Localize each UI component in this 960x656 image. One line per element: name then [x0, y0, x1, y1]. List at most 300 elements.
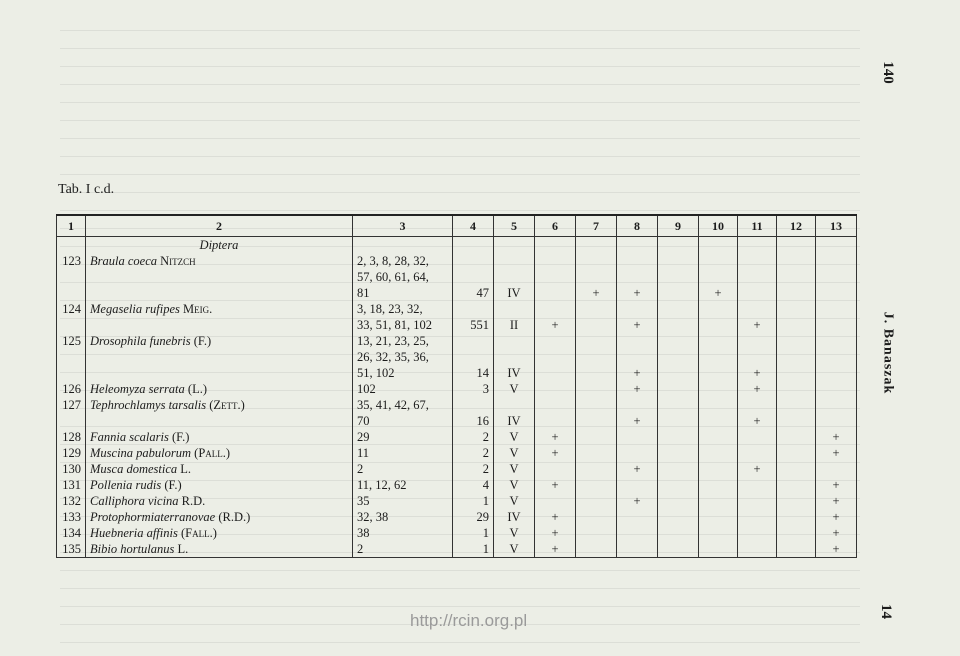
mark-c9 — [658, 349, 699, 365]
sites-cell: 57, 60, 61, 64, — [353, 269, 453, 285]
species-name: Braula coeca — [90, 254, 157, 268]
mark-c6 — [535, 349, 576, 365]
class-cell: V — [494, 429, 535, 445]
class-cell: V — [494, 541, 535, 558]
mark-c8 — [617, 333, 658, 349]
species-author: (L.) — [187, 382, 207, 396]
table-row — [57, 333, 857, 349]
mark-c10 — [699, 413, 738, 429]
species-name: Calliphora vicina — [90, 494, 179, 508]
count-cell: 2 — [453, 461, 494, 477]
sites-cell: 33, 51, 81, 102 — [353, 317, 453, 333]
mark-c6 — [535, 493, 576, 509]
mark-c6: + — [535, 525, 576, 541]
mark-c13 — [816, 413, 857, 429]
mark-c7 — [576, 413, 617, 429]
row-number: 132 — [57, 493, 86, 509]
mark-c9 — [658, 285, 699, 301]
count-cell — [453, 349, 494, 365]
mark-c6 — [535, 285, 576, 301]
mark-c12 — [777, 397, 816, 413]
mark-c13: + — [816, 429, 857, 445]
mark-c6: + — [535, 477, 576, 493]
mark-c7 — [576, 461, 617, 477]
mark-c9 — [658, 429, 699, 445]
mark-c12 — [777, 493, 816, 509]
row-number: 133 — [57, 509, 86, 525]
species-name: Protophormiaterranovae — [90, 510, 216, 524]
species-cell — [86, 541, 353, 558]
species-name: Huebneria affinis — [90, 526, 178, 540]
mark-c7 — [576, 493, 617, 509]
mark-c7 — [576, 477, 617, 493]
row-number: 125 — [57, 333, 86, 349]
column-header: 10 — [699, 215, 738, 237]
row-number — [57, 365, 86, 381]
count-cell — [453, 253, 494, 269]
mark-c7 — [576, 269, 617, 285]
mark-c8 — [617, 477, 658, 493]
class-cell: V — [494, 461, 535, 477]
species-name: Musca domestica — [90, 462, 178, 476]
mark-c8: + — [617, 381, 658, 397]
column-header: 6 — [535, 215, 576, 237]
sites-cell: 32, 38 — [353, 509, 453, 525]
class-cell — [494, 301, 535, 317]
species-author: Nitzch — [160, 254, 196, 268]
mark-c10 — [699, 301, 738, 317]
table-caption: Tab. I c.d. — [58, 182, 115, 197]
mark-c8: + — [617, 413, 658, 429]
mark-c6 — [535, 253, 576, 269]
count-cell — [453, 397, 494, 413]
class-cell — [494, 333, 535, 349]
mark-c10 — [699, 397, 738, 413]
mark-c13 — [816, 269, 857, 285]
row-number: 128 — [57, 429, 86, 445]
mark-c7: + — [576, 285, 617, 301]
species-name: Bibio hortulanus — [90, 542, 175, 556]
sites-cell: 102 — [353, 381, 453, 397]
class-cell — [494, 269, 535, 285]
table-row — [57, 317, 857, 333]
table-row — [57, 381, 857, 397]
mark-c9 — [658, 365, 699, 381]
species-cell — [86, 429, 353, 445]
mark-c8: + — [617, 317, 658, 333]
header-row — [57, 215, 857, 237]
mark-c13 — [816, 397, 857, 413]
column-header: 8 — [617, 215, 658, 237]
mark-c9 — [658, 525, 699, 541]
mark-c13 — [816, 381, 857, 397]
mark-c7 — [576, 429, 617, 445]
mark-c13: + — [816, 541, 857, 558]
mark-c13 — [816, 253, 857, 269]
sites-cell: 2 — [353, 541, 453, 558]
page-number: 140 — [879, 61, 896, 84]
mark-c10 — [699, 381, 738, 397]
mark-c7 — [576, 333, 617, 349]
column-header: 12 — [777, 215, 816, 237]
count-cell: 4 — [453, 477, 494, 493]
table-row — [57, 509, 857, 525]
species-author: L. — [180, 462, 192, 476]
mark-c10 — [699, 429, 738, 445]
table-row — [57, 397, 857, 413]
mark-c8 — [617, 429, 658, 445]
mark-c11: + — [738, 317, 777, 333]
mark-c9 — [658, 253, 699, 269]
table-row — [57, 493, 857, 509]
mark-c9 — [658, 445, 699, 461]
sites-cell: 3, 18, 23, 32, — [353, 301, 453, 317]
count-cell: 1 — [453, 541, 494, 558]
section-row — [57, 237, 857, 254]
mark-c8 — [617, 509, 658, 525]
mark-c11 — [738, 333, 777, 349]
mark-c11: + — [738, 365, 777, 381]
mark-c6 — [535, 461, 576, 477]
species-author: (Zett.) — [209, 398, 245, 412]
row-number: 123 — [57, 253, 86, 269]
table-row — [57, 269, 857, 285]
column-header: 5 — [494, 215, 535, 237]
row-number: 130 — [57, 461, 86, 477]
mark-c8: + — [617, 285, 658, 301]
mark-c7 — [576, 541, 617, 558]
class-cell: V — [494, 381, 535, 397]
mark-c6: + — [535, 541, 576, 558]
page-number-bottom: 14 — [878, 604, 894, 619]
sites-cell: 35, 41, 42, 67, — [353, 397, 453, 413]
mark-c11 — [738, 445, 777, 461]
table-row — [57, 525, 857, 541]
mark-c11 — [738, 285, 777, 301]
mark-c13 — [816, 349, 857, 365]
mark-c8 — [617, 525, 658, 541]
species-cell — [86, 365, 353, 381]
species-cell — [86, 269, 353, 285]
mark-c6 — [535, 413, 576, 429]
sites-cell: 29 — [353, 429, 453, 445]
mark-c8 — [617, 253, 658, 269]
mark-c12 — [777, 269, 816, 285]
row-number: 124 — [57, 301, 86, 317]
mark-c10 — [699, 509, 738, 525]
class-cell: V — [494, 525, 535, 541]
mark-c7 — [576, 397, 617, 413]
mark-c10 — [699, 477, 738, 493]
species-cell — [86, 253, 353, 269]
mark-c9 — [658, 397, 699, 413]
species-author: Meig. — [183, 302, 213, 316]
species-cell — [86, 397, 353, 413]
mark-c11 — [738, 253, 777, 269]
column-header: 13 — [816, 215, 857, 237]
mark-c6: + — [535, 429, 576, 445]
mark-c12 — [777, 333, 816, 349]
row-number — [57, 317, 86, 333]
mark-c13: + — [816, 477, 857, 493]
mark-c6 — [535, 301, 576, 317]
mark-c12 — [777, 317, 816, 333]
mark-c11 — [738, 397, 777, 413]
sites-cell: 26, 32, 35, 36, — [353, 349, 453, 365]
row-number: 127 — [57, 397, 86, 413]
mark-c11 — [738, 269, 777, 285]
count-cell: 14 — [453, 365, 494, 381]
sites-cell: 11, 12, 62 — [353, 477, 453, 493]
table-row — [57, 445, 857, 461]
row-number — [57, 349, 86, 365]
count-cell: 47 — [453, 285, 494, 301]
mark-c9 — [658, 381, 699, 397]
table-body — [57, 237, 857, 558]
column-header: 3 — [353, 215, 453, 237]
column-header: 2 — [86, 215, 353, 237]
mark-c12 — [777, 541, 816, 558]
mark-c8 — [617, 301, 658, 317]
table-row — [57, 541, 857, 558]
species-cell — [86, 509, 353, 525]
class-cell — [494, 397, 535, 413]
mark-c10 — [699, 445, 738, 461]
mark-c8: + — [617, 365, 658, 381]
mark-c10 — [699, 349, 738, 365]
species-author: (Fall.) — [180, 526, 217, 540]
mark-c11: + — [738, 413, 777, 429]
mark-c9 — [658, 461, 699, 477]
count-cell: 551 — [453, 317, 494, 333]
mark-c13: + — [816, 493, 857, 509]
class-cell: V — [494, 445, 535, 461]
species-author: R.D. — [181, 494, 206, 508]
mark-c13: + — [816, 509, 857, 525]
mark-c11: + — [738, 461, 777, 477]
species-name: Pollenia rudis — [90, 478, 162, 492]
mark-c13: + — [816, 525, 857, 541]
mark-c7 — [576, 509, 617, 525]
table-row — [57, 285, 857, 301]
mark-c9 — [658, 413, 699, 429]
sites-cell: 2, 3, 8, 28, 32, — [353, 253, 453, 269]
row-number: 134 — [57, 525, 86, 541]
column-header: 7 — [576, 215, 617, 237]
row-number — [57, 285, 86, 301]
mark-c11 — [738, 541, 777, 558]
table-row — [57, 253, 857, 269]
species-cell — [86, 413, 353, 429]
mark-c9 — [658, 333, 699, 349]
mark-c13 — [816, 461, 857, 477]
species-cell — [86, 493, 353, 509]
mark-c7 — [576, 349, 617, 365]
count-cell: 1 — [453, 493, 494, 509]
mark-c11: + — [738, 381, 777, 397]
mark-c10 — [699, 461, 738, 477]
mark-c6 — [535, 397, 576, 413]
mark-c11 — [738, 477, 777, 493]
mark-c10 — [699, 269, 738, 285]
mark-c12 — [777, 301, 816, 317]
sites-cell: 38 — [353, 525, 453, 541]
species-name: Fannia scalaris — [90, 430, 169, 444]
mark-c7 — [576, 317, 617, 333]
mark-c12 — [777, 509, 816, 525]
species-cell — [86, 285, 353, 301]
column-header: 1 — [57, 215, 86, 237]
mark-c13 — [816, 285, 857, 301]
sites-cell: 51, 102 — [353, 365, 453, 381]
class-cell: V — [494, 493, 535, 509]
species-author: (F.) — [171, 430, 190, 444]
class-cell — [494, 253, 535, 269]
class-cell: IV — [494, 413, 535, 429]
mark-c12 — [777, 253, 816, 269]
species-cell — [86, 333, 353, 349]
mark-c9 — [658, 493, 699, 509]
running-head-author: J. Banaszak — [880, 311, 896, 395]
mark-c12 — [777, 381, 816, 397]
mark-c12 — [777, 349, 816, 365]
section-title: Diptera — [86, 237, 353, 254]
table-row — [57, 429, 857, 445]
mark-c11 — [738, 493, 777, 509]
species-cell — [86, 381, 353, 397]
species-name: Tephrochlamys tarsalis — [90, 398, 207, 412]
sites-cell: 70 — [353, 413, 453, 429]
row-number — [57, 413, 86, 429]
species-cell — [86, 461, 353, 477]
mark-c11 — [738, 301, 777, 317]
count-cell: 3 — [453, 381, 494, 397]
table-row — [57, 477, 857, 493]
mark-c12 — [777, 461, 816, 477]
mark-c6 — [535, 381, 576, 397]
mark-c7 — [576, 253, 617, 269]
mark-c7 — [576, 381, 617, 397]
mark-c12 — [777, 477, 816, 493]
mark-c10 — [699, 541, 738, 558]
species-table — [56, 214, 857, 558]
mark-c11 — [738, 525, 777, 541]
mark-c8 — [617, 397, 658, 413]
count-cell: 16 — [453, 413, 494, 429]
count-cell — [453, 333, 494, 349]
table-row — [57, 365, 857, 381]
species-name: Drosophila funebris — [90, 334, 191, 348]
sites-cell: 11 — [353, 445, 453, 461]
mark-c10 — [699, 333, 738, 349]
class-cell: IV — [494, 285, 535, 301]
species-author: (F.) — [164, 478, 182, 492]
mark-c9 — [658, 269, 699, 285]
mark-c11 — [738, 509, 777, 525]
species-author: (Pall.) — [194, 446, 231, 460]
class-cell: IV — [494, 365, 535, 381]
mark-c12 — [777, 429, 816, 445]
sites-cell: 2 — [353, 461, 453, 477]
mark-c8: + — [617, 461, 658, 477]
mark-c8 — [617, 445, 658, 461]
mark-c10 — [699, 525, 738, 541]
mark-c12 — [777, 445, 816, 461]
mark-c7 — [576, 525, 617, 541]
table-row — [57, 413, 857, 429]
count-cell — [453, 301, 494, 317]
mark-c9 — [658, 477, 699, 493]
mark-c9 — [658, 301, 699, 317]
species-name: Megaselia rufipes — [90, 302, 180, 316]
species-cell — [86, 445, 353, 461]
species-cell — [86, 301, 353, 317]
mark-c11 — [738, 349, 777, 365]
mark-c8: + — [617, 493, 658, 509]
mark-c13 — [816, 365, 857, 381]
sites-cell: 81 — [353, 285, 453, 301]
species-cell — [86, 477, 353, 493]
mark-c6 — [535, 333, 576, 349]
mark-c7 — [576, 301, 617, 317]
count-cell: 2 — [453, 429, 494, 445]
mark-c13 — [816, 333, 857, 349]
table-row — [57, 349, 857, 365]
column-header: 9 — [658, 215, 699, 237]
mark-c13: + — [816, 445, 857, 461]
count-cell: 29 — [453, 509, 494, 525]
species-author: (R.D.) — [218, 510, 251, 524]
class-cell — [494, 349, 535, 365]
row-number: 126 — [57, 381, 86, 397]
mark-c10: + — [699, 285, 738, 301]
mark-c8 — [617, 541, 658, 558]
mark-c7 — [576, 365, 617, 381]
sites-cell: 13, 21, 23, 25, — [353, 333, 453, 349]
mark-c9 — [658, 317, 699, 333]
count-cell — [453, 269, 494, 285]
mark-c9 — [658, 541, 699, 558]
species-name: Heleomyza serrata — [90, 382, 185, 396]
mark-c6: + — [535, 509, 576, 525]
mark-c13 — [816, 317, 857, 333]
class-cell: II — [494, 317, 535, 333]
mark-c7 — [576, 445, 617, 461]
mark-c12 — [777, 365, 816, 381]
row-number: 135 — [57, 541, 86, 558]
sites-cell: 35 — [353, 493, 453, 509]
mark-c11 — [738, 429, 777, 445]
row-number: 129 — [57, 445, 86, 461]
mark-c10 — [699, 253, 738, 269]
count-cell: 2 — [453, 445, 494, 461]
count-cell: 1 — [453, 525, 494, 541]
column-header: 11 — [738, 215, 777, 237]
mark-c12 — [777, 285, 816, 301]
mark-c6 — [535, 269, 576, 285]
mark-c12 — [777, 413, 816, 429]
mark-c6: + — [535, 317, 576, 333]
mark-c9 — [658, 509, 699, 525]
species-author: (F.) — [193, 334, 212, 348]
class-cell: V — [494, 477, 535, 493]
watermark-url: http://rcin.org.pl — [410, 611, 528, 630]
mark-c6 — [535, 365, 576, 381]
row-number — [57, 269, 86, 285]
species-cell — [86, 317, 353, 333]
table-row — [57, 461, 857, 477]
mark-c8 — [617, 269, 658, 285]
